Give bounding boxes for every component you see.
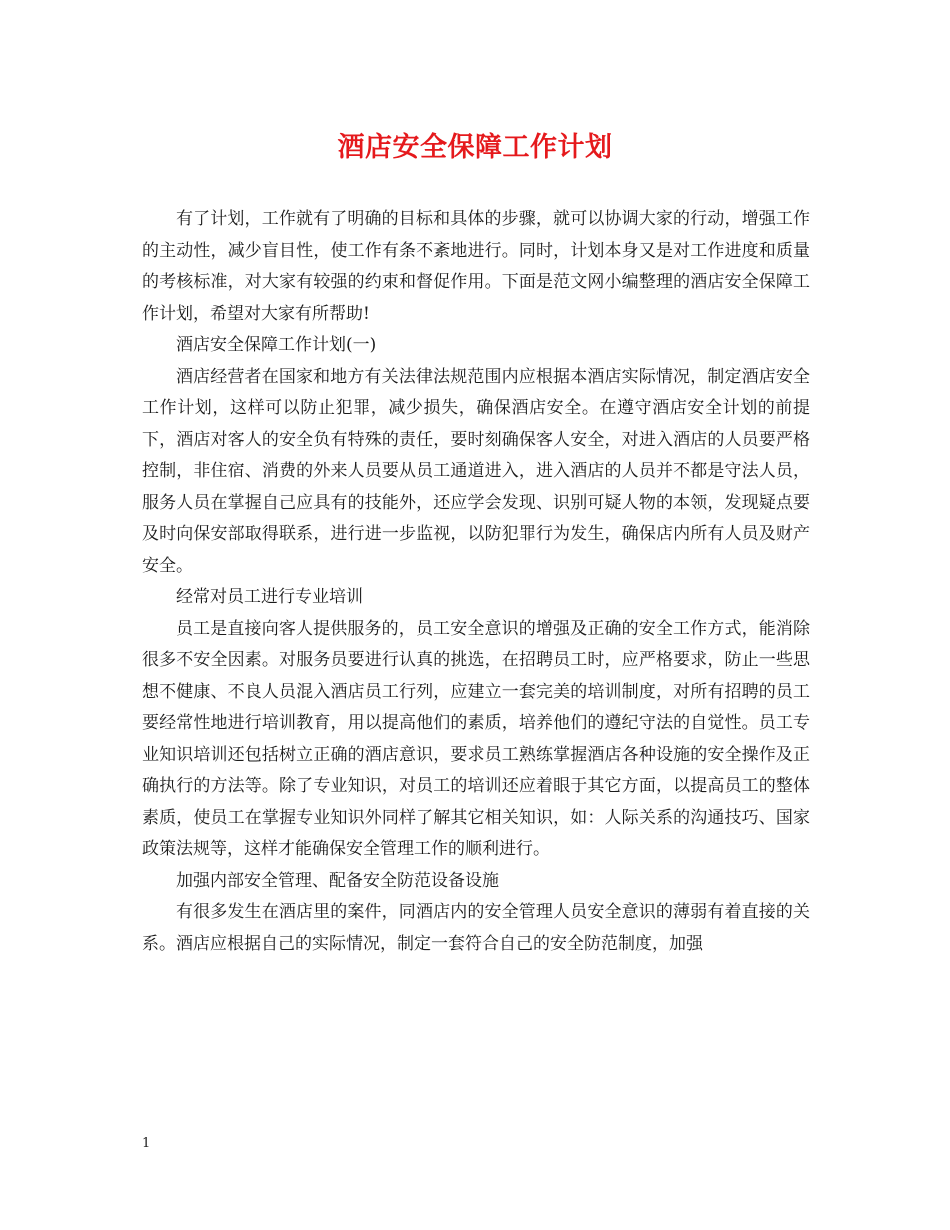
document-title: 酒店安全保障工作计划 <box>337 132 613 163</box>
intro-paragraph: 有了计划，工作就有了明确的目标和具体的步骤，就可以协调大家的行动，增强工作的主动性，减少盲目性，使工作有条不紊地进行。同时，计划本身又是对工作进度和质量的考核标准，对大家有较强的约束和督促作用。下面是范文网小编整理的酒店安全保障工作计划，希望对大家有所帮助! <box>142 209 810 324</box>
document-body <box>142 204 810 960</box>
body-paragraph: 员工是直接向客人提供服务的，员工安全意识的增强及正确的安全工作方式，能消除很多不安全因素。对服务员要进行认真的挑选，在招聘员工时，应严格要求，防止一些思想不健康、不良人员混入酒店员工行列，应建立一套完美的培训制度，对所有招聘的员工要经常性地进行培训教育，用以提高他们的素质，培养他们的遵纪守法的自觉性。员工专业知识培训还包括树立正确的酒店意识，要求员工熟练掌握酒店各种设施的安全操作及正确执行的方法等。除了专业知识，对员工的培训还应着眼于其它方面，以提高员工的整体素质，使员工在掌握专业知识外同样了解其它相关知识，如：人际关系的沟通技巧、国家政策法规等，这样才能确保安全管理工作的顺利进行。 <box>142 618 810 859</box>
page-number: 1 <box>142 1136 151 1151</box>
section-heading-internal-security: 加强内部安全管理、配备安全防范设备设施 <box>176 870 499 891</box>
body-paragraph: 有很多发生在酒店里的案件，同酒店内的安全管理人员安全意识的薄弱有着直接的关系。酒店应根据自己的实际情况，制定一套符合自己的安全防范制度，加强 <box>142 902 810 954</box>
section-heading-plan-one: 酒店安全保障工作计划(一) <box>176 335 377 355</box>
body-paragraph: 酒店经营者在国家和地方有关法律法规范围内应根据本酒店实际情况，制定酒店安全工作计划，这样可以防止犯罪，减少损失，确保酒店安全。在遵守酒店安全计划的前提下，酒店对客人的安全负有特殊的责任，要时刻确保客人安全，对进入酒店的人员要严格控制，非住宿、消费的外来人员要从员工通道进入，进入酒店的人员并不都是守法人员，服务人员在掌握自己应具有的技能外，还应学会发现、识别可疑人物的本领，发现疑点要及时向保安部取得联系，进行进一步监视，以防犯罪行为发生，确保店内所有人员及财产安全。 <box>142 366 810 576</box>
section-heading-staff-training: 经常对员工进行专业培训 <box>176 587 363 607</box>
